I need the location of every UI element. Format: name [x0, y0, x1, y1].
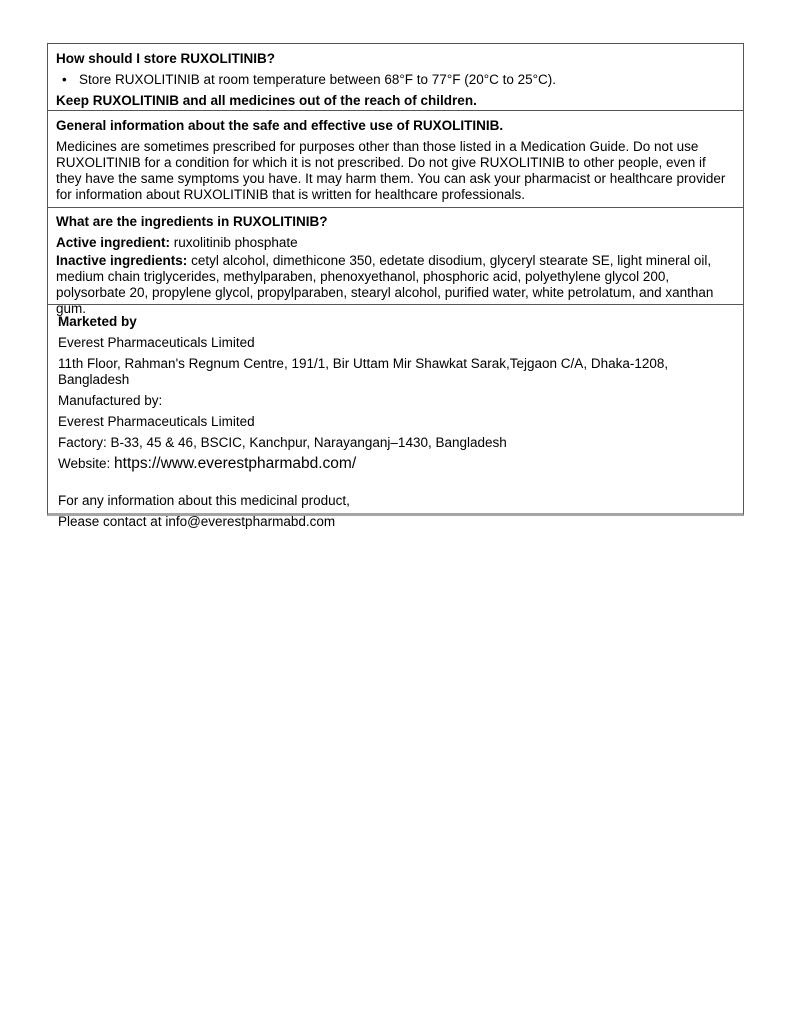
manufacturer-company-name: Everest Pharmaceuticals Limited	[58, 414, 255, 429]
ingredients-heading: What are the ingredients in RUXOLITINIB?	[56, 214, 328, 229]
storage-note: Keep RUXOLITINIB and all medicines out of the reach of children.	[56, 93, 477, 108]
medication-guide-box	[47, 43, 744, 529]
marketer-address: 11th Floor, Rahman's Regnum Centre, 191/1, Bir Uttam Mir Shawkat Sarak,Tejgaon C/A, Dhaka-1208, Bangladesh	[58, 356, 669, 387]
website-line	[58, 456, 735, 472]
inactive-ingredients-value: cetyl alcohol, dimethicone 350, edetate disodium, glyceryl stearate SE, light mineral oil, medium chain triglycerides, methylparaben, phenoxyethanol, phosphoric acid, polyethylene glycol 200, polysorbate 20, propylene glycol, propylparaben, stearyl alcohol, purified water, white petrolatum, and xanthan gum.	[56, 253, 714, 316]
active-ingredient-line	[56, 235, 735, 251]
manufactured-by-label: Manufactured by:	[58, 393, 163, 408]
contact-info-line-2: Please contact at info@everestpharmabd.com	[58, 514, 336, 529]
section-ingredients	[48, 207, 743, 316]
active-ingredient-value: ruxolitinib phosphate	[173, 235, 298, 250]
section-general-info	[48, 110, 743, 207]
storage-bullet-item	[56, 72, 735, 88]
website-label: Website:	[58, 456, 111, 471]
inactive-ingredients-label: Inactive ingredients:	[56, 253, 188, 268]
bullet-icon: •	[62, 72, 67, 87]
section-storage	[48, 44, 743, 110]
storage-bullet-text: Store RUXOLITINIB at room temperature between 68°F to 77°F (20°C to 25°C).	[79, 72, 557, 87]
storage-heading: How should I store RUXOLITINIB?	[56, 51, 275, 66]
marketer-company-name: Everest Pharmaceuticals Limited	[58, 335, 255, 350]
section-marketing	[48, 304, 743, 529]
marketed-by-heading: Marketed by	[58, 314, 137, 329]
website-url: https://www.everestpharmabd.com/	[114, 455, 357, 472]
factory-address: Factory: B-33, 45 & 46, BSCIC, Kanchpur, Narayanganj–1430, Bangladesh	[58, 435, 507, 450]
general-info-heading: General information about the safe and effective use of RUXOLITINIB.	[56, 118, 504, 133]
active-ingredient-label: Active ingredient:	[56, 235, 171, 250]
general-info-body: Medicines are sometimes prescribed for purposes other than those listed in a Medication Guide. Do not use RUXOLITINIB for a condition for which it is not prescribed. Do not give RUXOLITINIB to other people, even if they have the same symptoms you have. It may harm them. You can ask your pharmacist or healthcare provider for information about RUXOLITINIB that is written for healthcare professionals.	[56, 139, 726, 202]
contact-info-line-1: For any information about this medicinal product,	[58, 493, 350, 508]
